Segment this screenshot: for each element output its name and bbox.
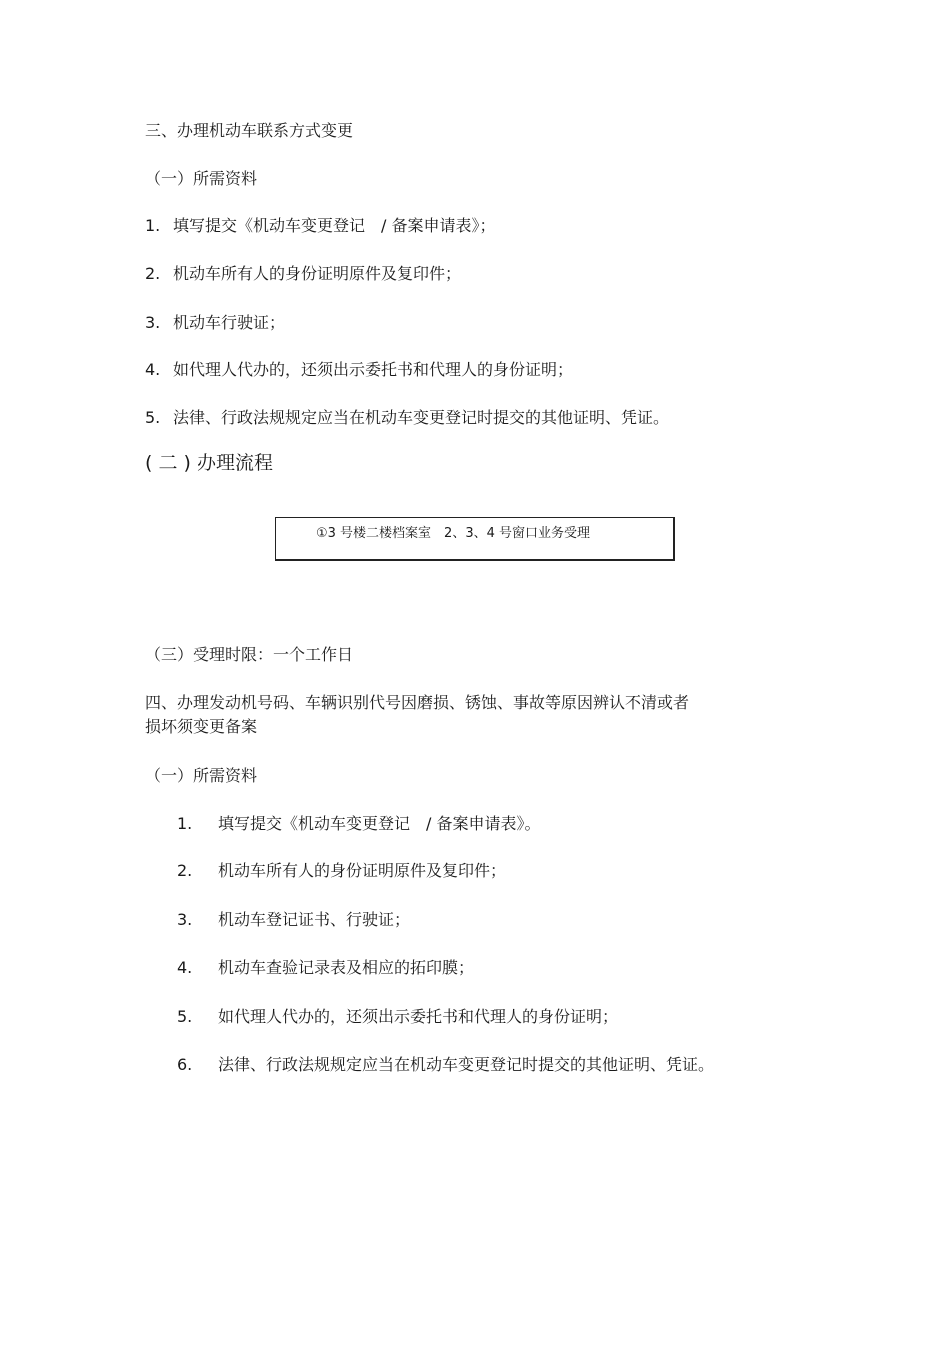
section-4-item-5 [177, 1006, 618, 1028]
item-number: 4. [145, 360, 161, 379]
item-text: 机动车行驶证； [173, 313, 286, 332]
section-3-item-3 [145, 312, 285, 334]
section-3-title: 三、办理机动车联系方式变更 [145, 121, 354, 140]
item-number: 6. [177, 1055, 193, 1074]
section-4-materials-heading: （一）所需资料 [145, 766, 258, 785]
section-4-item-6 [177, 1054, 714, 1076]
item-text: 填写提交《机动车变更登记 / 备案申请表》。 [218, 814, 541, 833]
item-text: 机动车所有人的身份证明原件及复印件； [173, 264, 462, 283]
section-3-item-4 [145, 359, 573, 381]
section-3-item-1 [145, 215, 495, 237]
item-number: 2. [177, 861, 193, 880]
section-4-title-line-2: 损坏须变更备案 [145, 717, 258, 736]
section-4-item-3 [177, 909, 410, 931]
item-number: 5. [145, 408, 161, 427]
section-4-item-4 [177, 957, 474, 979]
section-4-item-2 [177, 860, 506, 882]
process-flow-text: ①3 号楼二楼档案室 2、3、4 号窗口业务受理 [316, 526, 591, 541]
section-3-item-5 [145, 407, 669, 429]
item-number: 1. [145, 216, 161, 235]
item-number: 1. [177, 814, 193, 833]
item-text: 机动车登记证书、行驶证； [218, 910, 411, 929]
item-number: 2. [145, 264, 161, 283]
item-text: 机动车所有人的身份证明原件及复印件； [218, 861, 507, 880]
item-text: 法律、行政法规规定应当在机动车变更登记时提交的其他证明、凭证。 [218, 1055, 715, 1074]
section-3-item-2 [145, 263, 461, 285]
item-number: 5. [177, 1007, 193, 1026]
item-text: 机动车查验记录表及相应的拓印膜； [218, 958, 475, 977]
section-3-process-heading: ( 二 ) 办理流程 [145, 452, 273, 474]
section-3-time-limit: （三）受理时限：一个工作日 [145, 645, 354, 664]
item-number: 3. [177, 910, 193, 929]
section-4-title-line-1: 四、办理发动机号码、车辆识别代号因磨损、锈蚀、事故等原因辨认不清或者 [145, 693, 690, 712]
section-3-materials-heading: （一）所需资料 [145, 169, 258, 188]
item-text: 法律、行政法规规定应当在机动车变更登记时提交的其他证明、凭证。 [173, 408, 670, 427]
section-4-item-1 [177, 813, 540, 835]
item-number: 4. [177, 958, 193, 977]
item-text: 如代理人代办的，还须出示委托书和代理人的身份证明； [173, 360, 574, 379]
item-text: 填写提交《机动车变更登记 / 备案申请表》； [173, 216, 496, 235]
process-flow-box [275, 517, 675, 561]
item-number: 3. [145, 313, 161, 332]
item-text: 如代理人代办的，还须出示委托书和代理人的身份证明； [218, 1007, 619, 1026]
